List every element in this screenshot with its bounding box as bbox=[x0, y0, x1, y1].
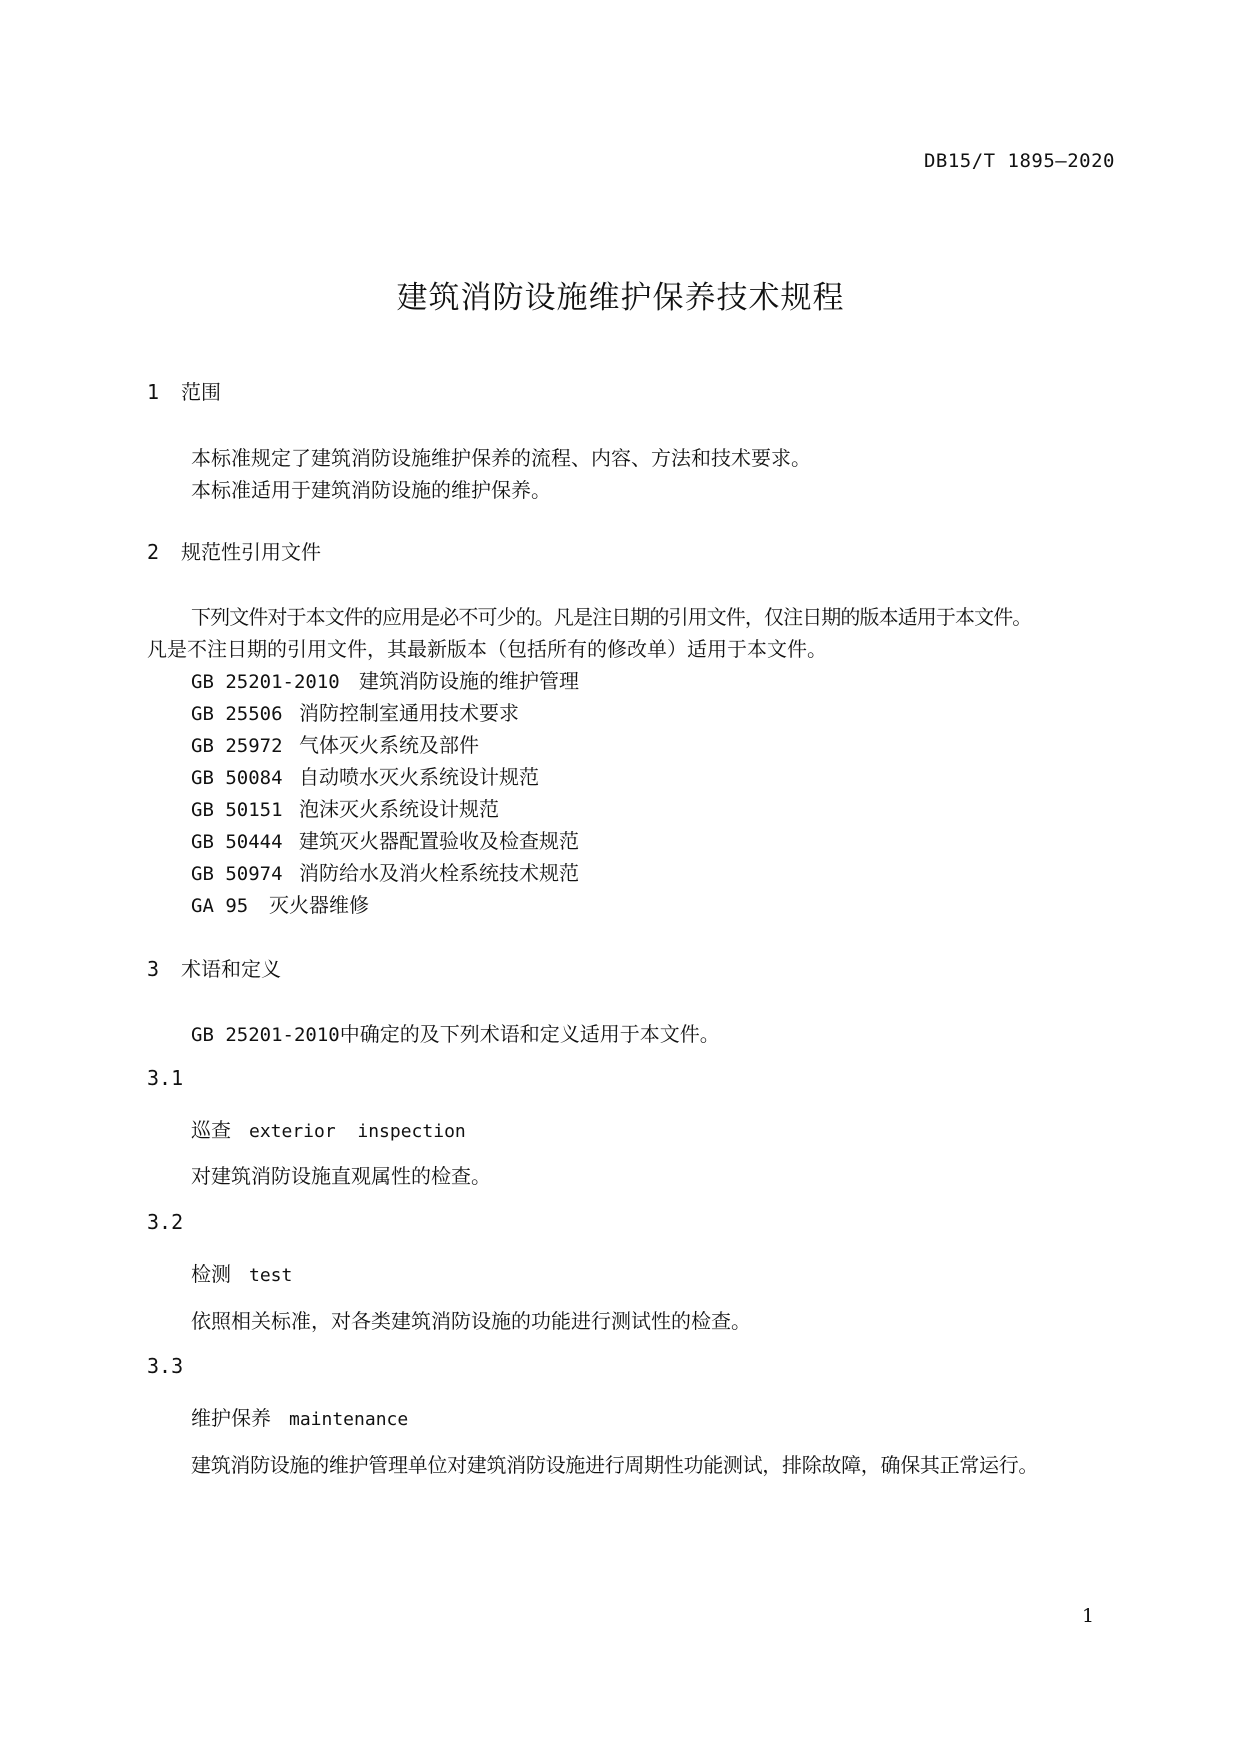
reference-title: 建筑灭火器配置验收及检查规范 bbox=[299, 829, 579, 853]
section-1-heading bbox=[147, 376, 221, 405]
term-heading bbox=[191, 1114, 466, 1143]
reference-code: GB 50974 bbox=[191, 863, 283, 885]
paragraph: 下列文件对于本文件的应用是必不可少的。凡是注日期的引用文件，仅注日期的版本适用于本文件。 bbox=[191, 605, 1032, 629]
term-zh: 检测 bbox=[191, 1262, 231, 1286]
reference-title: 泡沫灭火系统设计规范 bbox=[299, 797, 499, 821]
reference-title: 建筑消防设施的维护管理 bbox=[359, 669, 579, 693]
section-2-heading bbox=[147, 536, 321, 565]
reference-code: GA 95 bbox=[191, 895, 249, 917]
paragraph: 凡是不注日期的引用文件，其最新版本（包括所有的修改单）适用于本文件。 bbox=[147, 637, 827, 661]
section-3-heading bbox=[147, 953, 281, 982]
reference-code: GB 25972 bbox=[191, 735, 283, 757]
reference-title: 自动喷水灭火系统设计规范 bbox=[299, 765, 539, 789]
reference-code: GB 25506 bbox=[191, 703, 283, 725]
reference-item bbox=[191, 665, 579, 694]
section-title: 规范性引用文件 bbox=[181, 540, 321, 564]
term-en: maintenance bbox=[289, 1409, 409, 1430]
reference-code: GB 25201-2010 bbox=[191, 671, 340, 693]
term-zh: 巡查 bbox=[191, 1118, 231, 1142]
reference-title: 消防控制室通用技术要求 bbox=[299, 701, 519, 725]
reference-title: 气体灭火系统及部件 bbox=[299, 733, 479, 757]
paragraph: 本标准适用于建筑消防设施的维护保养。 bbox=[191, 478, 551, 502]
reference-title: 消防给水及消火栓系统技术规范 bbox=[299, 861, 579, 885]
term-definition: 依照相关标准，对各类建筑消防设施的功能进行测试性的检查。 bbox=[191, 1309, 751, 1333]
term-number: 3.3 bbox=[147, 1354, 184, 1378]
reference-code: GB 25201-2010 bbox=[191, 1024, 340, 1046]
reference-title: 灭火器维修 bbox=[269, 893, 369, 917]
reference-code: GB 50151 bbox=[191, 799, 283, 821]
section-title: 术语和定义 bbox=[181, 957, 281, 981]
term-definition: 建筑消防设施的维护管理单位对建筑消防设施进行周期性功能测试，排除故障，确保其正常运行。 bbox=[191, 1453, 1039, 1477]
reference-item bbox=[191, 761, 539, 790]
reference-code: GB 50084 bbox=[191, 767, 283, 789]
term-heading bbox=[191, 1258, 292, 1287]
term-number: 3.2 bbox=[147, 1210, 184, 1234]
term-en: test bbox=[249, 1265, 293, 1286]
term-zh: 维护保养 bbox=[191, 1406, 271, 1430]
reference-item bbox=[191, 697, 519, 726]
paragraph-text: 中确定的及下列术语和定义适用于本文件。 bbox=[339, 1022, 720, 1046]
document-code: DB15/T 1895—2020 bbox=[923, 150, 1115, 172]
reference-item bbox=[191, 857, 579, 886]
reference-item bbox=[191, 889, 369, 918]
reference-item bbox=[191, 729, 479, 758]
document-title: 建筑消防设施维护保养技术规程 bbox=[396, 280, 845, 316]
paragraph bbox=[191, 1018, 720, 1047]
term-heading bbox=[191, 1402, 408, 1431]
reference-item bbox=[191, 793, 499, 822]
section-number: 2 bbox=[147, 540, 160, 564]
page-number: 1 bbox=[1082, 1605, 1095, 1627]
paragraph: 本标准规定了建筑消防设施维护保养的流程、内容、方法和技术要求。 bbox=[191, 446, 811, 470]
section-number: 1 bbox=[147, 380, 160, 404]
term-en: exterior inspection bbox=[249, 1121, 466, 1142]
reference-code: GB 50444 bbox=[191, 831, 283, 853]
section-number: 3 bbox=[147, 957, 160, 981]
reference-item bbox=[191, 825, 579, 854]
section-title: 范围 bbox=[181, 380, 221, 404]
term-definition: 对建筑消防设施直观属性的检查。 bbox=[191, 1164, 491, 1188]
term-number: 3.1 bbox=[147, 1066, 184, 1090]
